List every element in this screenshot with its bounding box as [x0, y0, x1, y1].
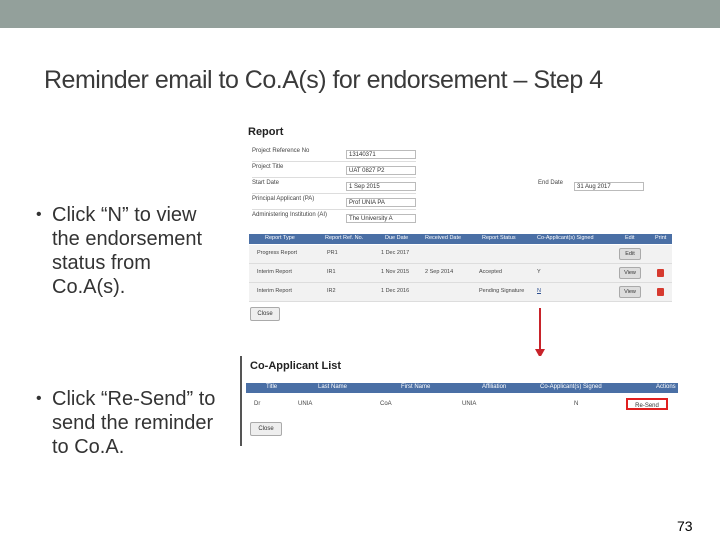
- close-button[interactable]: Close: [250, 422, 282, 436]
- cell-ref: IR2: [327, 288, 336, 294]
- end-date-value: 31 Aug 2017: [574, 182, 644, 191]
- report-title: Report: [248, 126, 284, 138]
- divider: [252, 209, 416, 210]
- divider: [252, 161, 416, 162]
- bullet-text: Click “Re-Send” to send the reminder to Co.A.: [52, 388, 216, 458]
- page-number: 73: [677, 518, 693, 534]
- close-button[interactable]: Close: [250, 307, 280, 321]
- cell-ref: IR1: [327, 269, 336, 275]
- table-row: [246, 396, 678, 412]
- cell-received: 2 Sep 2014: [425, 269, 454, 275]
- bullet-text: Click “N” to view the endorsement status from Co.A(s).: [52, 204, 203, 298]
- field-label: Project Reference No: [252, 148, 310, 154]
- divider: [252, 177, 416, 178]
- report-table-header: [249, 234, 672, 244]
- cell-status: Accepted: [479, 269, 502, 275]
- cell-status: Pending Signature: [479, 288, 525, 294]
- cell-report-type: Interim Report: [257, 269, 292, 275]
- bullet-dot-icon: •: [36, 206, 42, 223]
- coapplicant-title: Co-Applicant List: [250, 360, 342, 372]
- field-value: Prof UNIA PA: [346, 198, 416, 207]
- coapplicant-table-header: [246, 383, 678, 393]
- table-row: [249, 245, 672, 264]
- cell-due: 1 Dec 2016: [381, 288, 410, 294]
- view-button[interactable]: View: [619, 267, 641, 279]
- column-header: Co-Applicant(s) Signed: [537, 235, 594, 241]
- field-value: 1 Sep 2015: [346, 182, 416, 191]
- view-button[interactable]: View: [619, 286, 641, 298]
- pdf-icon[interactable]: [657, 288, 664, 296]
- report-screenshot: [246, 124, 676, 324]
- bullet-click-resend: [36, 387, 232, 459]
- divider: [252, 193, 416, 194]
- edit-button[interactable]: Edit: [619, 248, 641, 260]
- table-row: [249, 264, 672, 283]
- column-header: Report Status: [482, 235, 516, 241]
- end-date-label: End Date: [538, 180, 564, 186]
- coapplicant-screenshot: [240, 356, 682, 446]
- column-header: Edit: [625, 235, 635, 241]
- field-value: The University A: [346, 214, 416, 223]
- cell-report-type: Interim Report: [257, 288, 292, 294]
- cell-due: 1 Dec 2017: [381, 250, 410, 256]
- column-header: Report Ref. No.: [325, 235, 364, 241]
- cell-due: 1 Nov 2015: [381, 269, 410, 275]
- pointer-arrow: [539, 308, 541, 351]
- bullet-dot-icon: •: [36, 390, 42, 407]
- cell-first-name: CoA: [380, 401, 392, 407]
- top-banner: [0, 0, 720, 28]
- field-label: Start Date: [252, 180, 280, 186]
- table-row: [249, 283, 672, 302]
- signed-n-link[interactable]: N: [537, 288, 541, 294]
- field-label: Project Title: [252, 164, 284, 170]
- cell-ref: PR1: [327, 250, 338, 256]
- field-value: 13140371: [346, 150, 416, 159]
- cell-signed: N: [574, 401, 579, 407]
- column-header: Affiliation: [482, 384, 507, 390]
- column-header: Received Date: [425, 235, 462, 241]
- cell-report-type: Progress Report: [257, 250, 298, 256]
- field-value: UAT 0827 P2: [346, 166, 416, 175]
- column-header: Co-Applicant(s) Signed: [540, 384, 602, 390]
- field-label: Administering Institution (AI): [252, 212, 328, 218]
- column-header: Due Date: [385, 235, 409, 241]
- column-header: Actions: [656, 384, 676, 390]
- column-header: First Name: [401, 384, 431, 390]
- field-label: Principal Applicant (PA): [252, 196, 315, 202]
- column-header: Print: [655, 235, 667, 241]
- cell-last-name: UNIA: [298, 401, 313, 407]
- bullet-click-n: [36, 203, 222, 299]
- slide-title: Reminder email to Co.A(s) for endorsement – Step 4: [44, 66, 603, 94]
- column-header: Last Name: [318, 384, 348, 390]
- resend-button[interactable]: Re-Send: [626, 398, 668, 410]
- cell-signed: Y: [537, 269, 541, 275]
- cell-title: Dr: [254, 401, 261, 407]
- pdf-icon[interactable]: [657, 269, 664, 277]
- column-header: Report Type: [265, 235, 295, 241]
- column-header: Title: [266, 384, 278, 390]
- cell-affiliation: UNIA: [462, 401, 477, 407]
